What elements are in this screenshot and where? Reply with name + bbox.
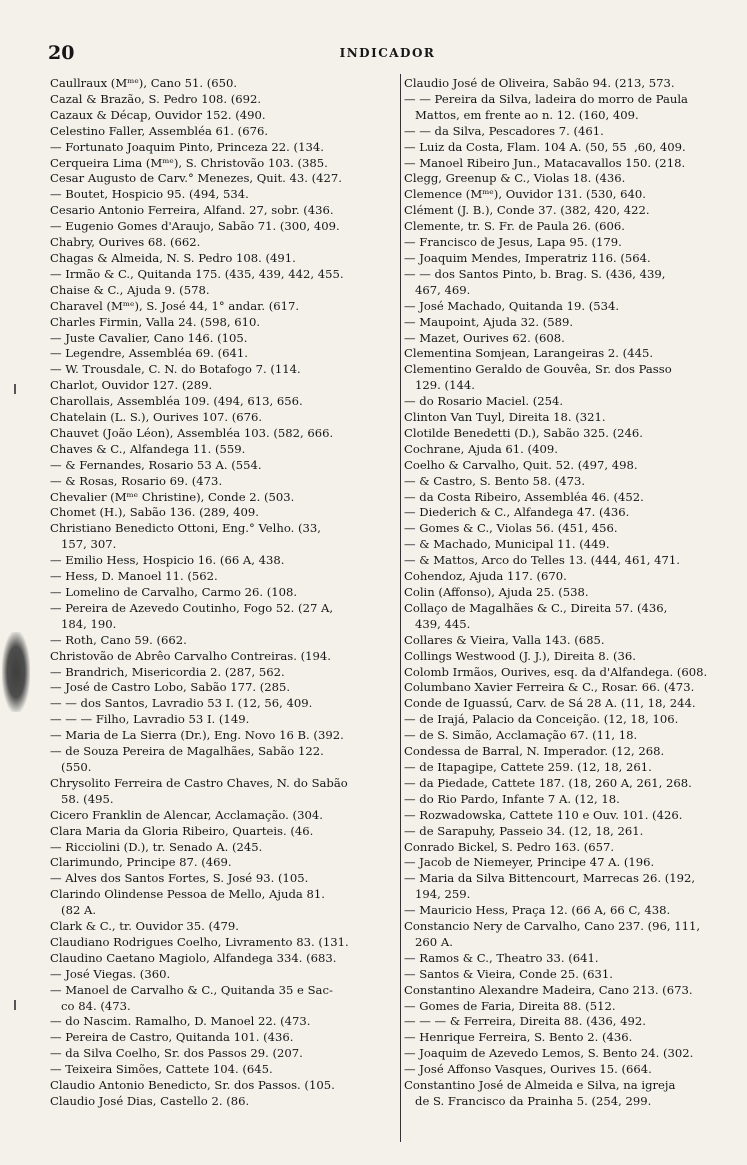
directory-entry: — Manoel Ribeiro Jun., Matacavallos 150. (218. bbox=[404, 155, 686, 170]
directory-entry: — Mazet, Ourives 62. (608. bbox=[404, 330, 565, 345]
directory-entry: Cesario Antonio Ferreira, Alfand. 27, sobr. (436. bbox=[50, 203, 334, 218]
directory-entry: Cerqueira Lima (Mᵐᵉ), S. Christovão 103. (385. bbox=[50, 155, 328, 170]
directory-entry: — Pereira de Castro, Quitanda 101. (436. bbox=[50, 1030, 294, 1045]
directory-entry: Cochrane, Ajuda 61. (409. bbox=[404, 441, 558, 456]
directory-entry: Cicero Franklin de Alencar, Acclamação. (304. bbox=[50, 807, 323, 822]
directory-entry: 439, 445. bbox=[404, 616, 471, 631]
directory-entry: Clara Maria da Gloria Ribeiro, Quarteis. (46. bbox=[50, 823, 314, 838]
directory-entry: Cesar Augusto de Carv.° Menezes, Quit. 43. (427. bbox=[50, 171, 342, 186]
directory-entry: 184, 190. bbox=[50, 616, 117, 631]
directory-entry: — Brandrich, Misericordia 2. (287, 562. bbox=[50, 664, 285, 679]
directory-entry: 157, 307. bbox=[50, 537, 117, 552]
directory-entry: — Henrique Ferreira, S. Bento 2. (436. bbox=[404, 1030, 633, 1045]
directory-entry: Christiano Benedicto Ottoni, Eng.° Velho. (33, bbox=[50, 521, 321, 536]
directory-entry: — Lomelino de Carvalho, Carmo 26. (108. bbox=[50, 585, 298, 599]
directory-entry: (82 A. bbox=[50, 903, 97, 918]
directory-entry: Caullraux (Mᵐᵉ), Cano 51. (650. bbox=[50, 76, 238, 90]
directory-entry: — José Machado, Quitanda 19. (534. bbox=[404, 298, 620, 313]
directory-entry: Clark & C., tr. Ouvidor 35. (479. bbox=[50, 919, 239, 934]
directory-entry: Colin (Affonso), Ajuda 25. (538. bbox=[404, 585, 589, 599]
directory-entry: Chevalier (Mᵐᵉ Christine), Conde 2. (503. bbox=[50, 489, 295, 504]
directory-entry: — Legendre, Assembléa 69. (641. bbox=[50, 346, 248, 361]
directory-entry: — Maria de La Sierra (Dr.), Eng. Novo 16 B. (392. bbox=[50, 728, 344, 743]
binding-stain bbox=[2, 632, 30, 712]
directory-entry: Claudiano Rodrigues Coelho, Livramento 83. (131. bbox=[50, 934, 349, 949]
directory-entry: — W. Trousdale, C. N. do Botafogo 7. (114. bbox=[50, 362, 301, 377]
directory-entry: Celestino Faller, Assembléa 61. (676. bbox=[50, 123, 269, 138]
directory-entry: — & Fernandes, Rosario 53 A. (554. bbox=[50, 457, 262, 472]
directory-entry: 467, 469. bbox=[404, 282, 471, 297]
directory-entry: — Diederich & C., Alfandega 47. (436. bbox=[404, 505, 630, 520]
directory-entry: Collaço de Magalhães & C., Direita 57. (436, bbox=[404, 600, 668, 615]
directory-entry: — José Affonso Vasques, Ourives 15. (664. bbox=[404, 1062, 652, 1077]
directory-entry: — Francisco de Jesus, Lapa 95. (179. bbox=[404, 235, 622, 250]
directory-entry: Clementina Somjean, Larangeiras 2. (445. bbox=[404, 346, 654, 361]
directory-entry: — — — & Ferreira, Direita 88. (436, 492. bbox=[404, 1014, 646, 1029]
directory-entry: — Rozwadowska, Cattete 110 e Ouv. 101. (426. bbox=[404, 807, 683, 822]
directory-entry: — Teixeira Simões, Cattete 104. (645. bbox=[50, 1062, 273, 1077]
directory-entry: — da Piedade, Cattete 187. (18, 260 A, 261, 268. bbox=[404, 775, 692, 790]
directory-entry: Collings Westwood (J. J.), Direita 8. (36. bbox=[404, 648, 636, 663]
directory-entry: Chrysolito Ferreira de Castro Chaves, N. do Sabão bbox=[50, 775, 348, 790]
directory-entry: Clinton Van Tuyl, Direita 18. (321. bbox=[404, 410, 606, 425]
directory-entry: Mattos, em frente ao n. 12. (160, 409. bbox=[404, 107, 639, 122]
directory-entry: — do Nascim. Ramalho, D. Manoel 22. (473. bbox=[50, 1014, 311, 1029]
directory-entry: Claudino Caetano Magiolo, Alfandega 334. (683. bbox=[50, 950, 337, 965]
directory-entry: Claudio Antonio Benedicto, Sr. dos Passos. (105. bbox=[50, 1078, 335, 1093]
directory-entry: Charavel (Mᵐᵉ), S. José 44, 1° andar. (617. bbox=[50, 298, 300, 313]
directory-entry: — de Sarapuhy, Passeio 34. (12, 18, 261. bbox=[404, 823, 644, 838]
directory-entry: Collares & Vieira, Valla 143. (685. bbox=[404, 632, 605, 647]
directory-entry: — Ramos & C., Theatro 33. (641. bbox=[404, 950, 599, 965]
directory-entry: — Manoel de Carvalho & C., Quitanda 35 e Sac- bbox=[50, 982, 333, 997]
directory-entry: — — da Silva, Pescadores 7. (461. bbox=[404, 123, 604, 138]
directory-entry: — Ricciolini (D.), tr. Senado A. (245. bbox=[50, 839, 263, 854]
column-divider bbox=[400, 74, 401, 1142]
directory-entry: — — — Filho, Lavradio 53 I. (149. bbox=[50, 712, 250, 727]
directory-entry: — & Machado, Municipal 11. (449. bbox=[404, 537, 610, 552]
directory-entry: Chagas & Almeida, N. S. Pedro 108. (491. bbox=[50, 250, 296, 265]
directory-entry: — Jacob de Niemeyer, Principe 47 A. (196. bbox=[404, 855, 655, 870]
directory-entry: de S. Francisco da Prainha 5. (254, 299. bbox=[404, 1094, 652, 1108]
directory-entry: Conde de Iguassú, Carv. de Sá 28 A. (11, 18, 244. bbox=[404, 696, 696, 711]
directory-entry: Clarindo Olindense Pessoa de Mello, Ajuda 81. bbox=[50, 887, 325, 902]
directory-entry: Claudio José de Oliveira, Sabão 94. (213, 573. bbox=[404, 76, 675, 90]
directory-entry: co 84. (473. bbox=[50, 998, 131, 1013]
page-header bbox=[48, 42, 727, 68]
directory-entry: 58. (495. bbox=[50, 791, 114, 806]
directory-entry: — Joaquim Mendes, Imperatriz 116. (564. bbox=[404, 250, 651, 265]
directory-entry: — de Irajá, Palacio da Conceição. (12, 18, 106. bbox=[404, 712, 679, 727]
directory-entry: (550. bbox=[50, 759, 92, 774]
directory-entry: — & Rosas, Rosario 69. (473. bbox=[50, 473, 223, 488]
directory-entry: Clarimundo, Principe 87. (469. bbox=[50, 855, 232, 870]
directory-entry: Cohendoz, Ajuda 117. (670. bbox=[404, 569, 567, 584]
directory-entry: Constancio Nery de Carvalho, Cano 237. (96, 111, bbox=[404, 919, 701, 934]
right-column bbox=[404, 76, 740, 1110]
directory-entry: — de S. Simão, Acclamação 67. (11, 18. bbox=[404, 728, 638, 743]
directory-entry: Christovão de Abrêo Carvalho Contreiras. (194. bbox=[50, 648, 331, 663]
page-title: INDICADOR bbox=[339, 46, 436, 60]
directory-entry: — Joaquim de Azevedo Lemos, S. Bento 24. (302. bbox=[404, 1046, 694, 1061]
directory-entry: — — dos Santos Pinto, b. Brag. S. (436, 439, bbox=[404, 266, 666, 281]
directory-entry: — Eugenio Gomes d'Araujo, Sabão 71. (300, 409. bbox=[50, 219, 340, 234]
directory-entry: — Pereira de Azevedo Coutinho, Fogo 52. (27 A, bbox=[50, 600, 334, 615]
directory-entry: — & Castro, S. Bento 58. (473. bbox=[404, 473, 586, 488]
directory-entry: — Alves dos Santos Fortes, S. José 93. (105. bbox=[50, 871, 309, 886]
directory-entry: — Gomes de Faria, Direita 88. (512. bbox=[404, 998, 616, 1013]
directory-entry: 260 A. bbox=[404, 934, 453, 949]
directory-entry: Clementino Geraldo de Gouvêa, Sr. dos Passo bbox=[404, 362, 672, 377]
directory-entry: — Gomes & C., Violas 56. (451, 456. bbox=[404, 521, 618, 536]
directory-entry: Charollais, Assembléa 109. (494, 613, 656. bbox=[50, 394, 303, 409]
directory-entry: Clément (J. B.), Conde 37. (382, 420, 422. bbox=[404, 203, 650, 218]
directory-entry: Chauvet (João Léon), Assembléa 103. (582, 666. bbox=[50, 425, 334, 440]
directory-entry: — Hess, D. Manoel 11. (562. bbox=[50, 569, 218, 584]
directory-entry: Conrado Bickel, S. Pedro 163. (657. bbox=[404, 839, 615, 854]
directory-entry: 194, 259. bbox=[404, 887, 471, 902]
directory-entry: Constantino Alexandre Madeira, Cano 213. (673. bbox=[404, 982, 693, 997]
directory-entry: — Roth, Cano 59. (662. bbox=[50, 632, 187, 647]
directory-entry: Charles Firmin, Valla 24. (598, 610. bbox=[50, 314, 261, 329]
directory-entry: — Maria da Silva Bittencourt, Marrecas 26. (192, bbox=[404, 871, 696, 886]
directory-entry: — & Mattos, Arco do Telles 13. (444, 461, 471. bbox=[404, 553, 680, 568]
directory-entry: — Mauricio Hess, Praça 12. (66 A, 66 C, 438. bbox=[404, 903, 671, 918]
directory-entry: 129. (144. bbox=[404, 378, 475, 393]
directory-entry: Clotilde Benedetti (D.), Sabão 325. (246. bbox=[404, 425, 643, 440]
directory-entry: — do Rosario Maciel. (254. bbox=[404, 394, 564, 409]
directory-entry: — José de Castro Lobo, Sabão 177. (285. bbox=[50, 680, 291, 695]
directory-entry: Constantino José de Almeida e Silva, na igreja bbox=[404, 1078, 676, 1093]
directory-entry: — José Viegas. (360. bbox=[50, 966, 171, 981]
page-number: 20 bbox=[48, 42, 75, 64]
directory-entry: — da Costa Ribeiro, Assembléa 46. (452. bbox=[404, 489, 644, 504]
directory-entry: — do Rio Pardo, Infante 7 A. (12, 18. bbox=[404, 791, 620, 806]
directory-entry: — Irmão & C., Quitanda 175. (435, 439, 442, 455. bbox=[50, 266, 344, 281]
directory-entry: Chomet (H.), Sabão 136. (289, 409. bbox=[50, 505, 259, 520]
directory-entry: Columbano Xavier Ferreira & C., Rosar. 66. (473. bbox=[404, 680, 695, 695]
directory-entry: — Maupoint, Ajuda 32. (589. bbox=[404, 314, 574, 329]
directory-entry: Chabry, Ourives 68. (662. bbox=[50, 235, 201, 250]
directory-entry: Chaise & C., Ajuda 9. (578. bbox=[50, 282, 210, 297]
directory-entry: Coelho & Carvalho, Quit. 52. (497, 498. bbox=[404, 457, 638, 472]
directory-entry: — de Souza Pereira de Magalhães, Sabão 122. bbox=[50, 744, 324, 759]
directory-entry: — Boutet, Hospicio 95. (494, 534. bbox=[50, 187, 249, 202]
directory-entry: — de Itapagipe, Cattete 259. (12, 18, 261. bbox=[404, 759, 652, 774]
directory-entry: Charlot, Ouvidor 127. (289. bbox=[50, 378, 213, 393]
directory-entry: — — Pereira da Silva, ladeira do morro de Paula bbox=[404, 91, 688, 106]
directory-entry: — — dos Santos, Lavradio 53 I. (12, 56, 409. bbox=[50, 696, 313, 711]
directory-entry: — da Silva Coelho, Sr. dos Passos 29. (207. bbox=[50, 1046, 303, 1061]
directory-entry: Clegg, Greenup & C., Violas 18. (436. bbox=[404, 171, 626, 186]
directory-entry: — Santos & Vieira, Conde 25. (631. bbox=[404, 966, 613, 981]
directory-entry: Condessa de Barral, N. Imperador. (12, 268. bbox=[404, 744, 665, 759]
directory-entry: Clemente, tr. S. Fr. de Paula 26. (606. bbox=[404, 219, 625, 234]
directory-entry: Colomb Irmãos, Ourives, esq. da d'Alfandega. (608. bbox=[404, 664, 708, 679]
left-column bbox=[50, 76, 396, 1110]
directory-entry: Chatelain (L. S.), Ourives 107. (676. bbox=[50, 410, 263, 425]
directory-entry: Cazaux & Décap, Ouvidor 152. (490. bbox=[50, 107, 266, 122]
directory-entry: Chaves & C., Alfandega 11. (559. bbox=[50, 441, 246, 456]
margin-tick bbox=[14, 384, 16, 394]
directory-entry: Clemence (Mᵐᵉ), Ouvidor 131. (530, 640. bbox=[404, 187, 646, 202]
directory-entry: Claudio José Dias, Castello 2. (86. bbox=[50, 1094, 250, 1108]
directory-entry: — Emilio Hess, Hospicio 16. (66 A, 438. bbox=[50, 553, 285, 568]
directory-entry: — Fortunato Joaquim Pinto, Princeza 22. (134. bbox=[50, 139, 324, 154]
directory-entry: Cazal & Brazão, S. Pedro 108. (692. bbox=[50, 91, 262, 106]
margin-tick bbox=[14, 1000, 16, 1010]
directory-entry: — Juste Cavalier, Cano 146. (105. bbox=[50, 330, 248, 345]
directory-entry: — Luiz da Costa, Flam. 104 A. (50, 55 ,60, 409. bbox=[404, 139, 686, 154]
